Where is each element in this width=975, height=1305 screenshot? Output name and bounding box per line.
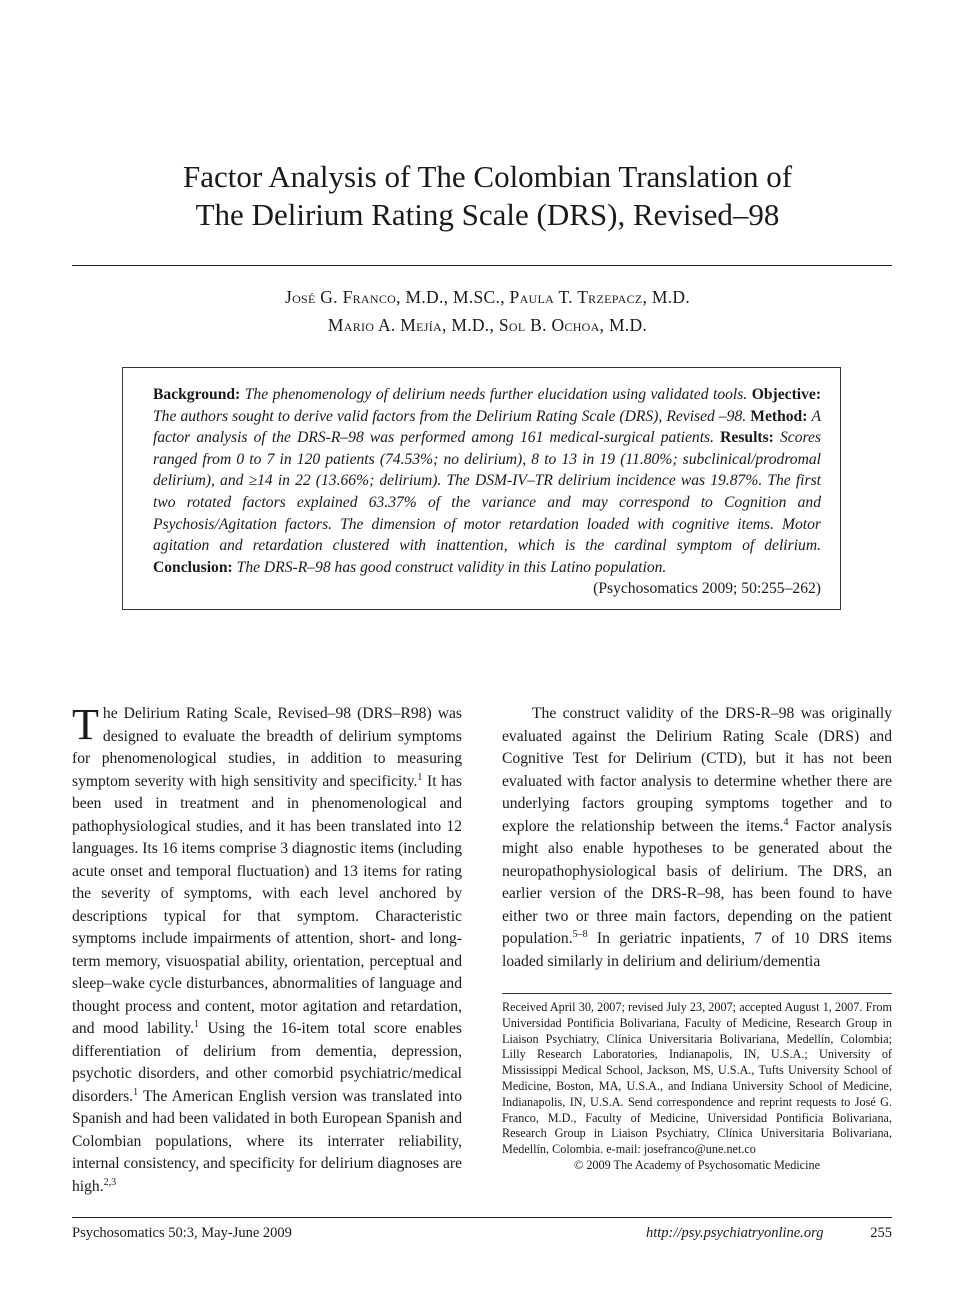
authors-line-1: José G. Franco, M.D., M.SC., Paula T. Trzepacz, M.D. bbox=[284, 287, 691, 307]
background-text: The phenomenology of delirium needs further elucidation using validated tools. bbox=[244, 386, 748, 403]
body-column-right bbox=[502, 703, 892, 973]
intro-text-2: It has been used in treatment and in phenomenological and pathophysiological studies, and it has been translated into 12 languages. Its 16 items comprise 3 diagnostic items (including acute onset and temporal fluctuation) and 13 items for rating the severity of symptoms, with each level anchored by descriptions typical for that symptom. Characteristic symptoms include impairments of attention, short- and long-term memory, visuospatial ability, orientation, perceptual and sleep–wake cycle disturbances, abnormalities of language and thought process and content, motor agitation and retardation, and mood lability. bbox=[72, 772, 462, 1037]
results-label: Results: bbox=[720, 429, 774, 447]
abstract-box bbox=[122, 367, 841, 610]
results-text: Scores ranged from 0 to 7 in 120 patients (74.53%; no delirium), 8 to 13 in 19 (11.80%; subclinical/prodromal delirium), and ≥14 in 22 (13.66%; delirium). The DSM-IV–TR delirium incidence was 19.87%. The first two rotated factors explained 63.37% of the variance and may correspond to Cognition and Psychosis/Agitation factors. The dimension of motor retardation loaded with cognitive items. Motor agitation and retardation clustered with inattention, which is the cardinal symptom of delirium. bbox=[153, 429, 821, 555]
article-title bbox=[60, 158, 915, 234]
title-line-2: The Delirium Rating Scale (DRS), Revised–98 bbox=[195, 197, 780, 232]
footnote-rule bbox=[502, 993, 892, 994]
background-label: Background: bbox=[153, 386, 241, 403]
reference-marker: 5–8 bbox=[572, 928, 588, 940]
journal-url-link[interactable]: http://psy.psychiatryonline.org bbox=[646, 1225, 824, 1241]
method-text: A factor analysis of the DRS-R–98 was performed among 161 medical-surgical patients. bbox=[153, 407, 821, 447]
construct-text-3: In geriatric inpatients, 7 of 10 DRS items loaded similarly in delirium and delirium/dementia bbox=[502, 930, 892, 970]
intro-text-1: he Delirium Rating Scale, Revised–98 (DRS–R98) was designed to evaluate the breadth of delirium symptoms for phenomenological studies, in addition to measuring symptom severity with high sensitivity and specificity. bbox=[72, 705, 462, 790]
objective-label: Objective: bbox=[751, 386, 822, 403]
conclusion-text: The DRS-R–98 has good construct validity in this Latino population. bbox=[236, 558, 667, 576]
construct-paragraph bbox=[502, 703, 892, 973]
title-line-1: Factor Analysis of The Colombian Translation of bbox=[182, 159, 793, 194]
construct-text-2: Factor analysis might also enable hypotheses to be generated about the neuropathophysiological basis of delirium. The DRS, an earlier version of the DRS-R–98, has been found to have either two or three main factors, depending on the patient population. bbox=[502, 817, 892, 947]
title-rule bbox=[72, 265, 892, 266]
construct-text-1: The construct validity of the DRS-R–98 was originally evaluated against the Delirium Rating Scale (DRS) and Cognitive Test for Delirium (CTD), but it has not been evaluated with factor analysis to determine whether there are underlying factors grouping symptoms together and to explore the relationship between the items. bbox=[502, 705, 892, 835]
drop-cap: T bbox=[72, 700, 99, 749]
intro-paragraph bbox=[72, 700, 462, 1198]
reference-marker: 1 bbox=[417, 771, 423, 783]
conclusion-label: Conclusion: bbox=[153, 558, 233, 576]
method-label: Method: bbox=[750, 407, 808, 425]
reference-marker: 2,3 bbox=[103, 1176, 117, 1188]
footnote-received: Received April 30, 2007; revised July 23, 2007; accepted August 1, 2007. From Universidad Pontificia Bolivariana, Faculty of Medicine, Research Group in Liaison Psychiatry, Clínica Universitaria Bolivariana, Medellín, Colombia; Lilly Research Laboratories, Indianapolis, IN, U.S.A.; University of Mississippi Medical School, Jackson, MS, U.S.A., Tufts University School of Medicine, Boston, MA, U.S.A., and Indiana University School of Medicine, Indianapolis, IN, U.S.A. Send correspondence and reprint requests to José G. Franco, M.D., Faculty of Medicine, Universidad Pontificia Bolivariana, Research Group in Liaison Psychiatry, Clínica Universitaria Bolivariana, Medellín, Colombia. e-mail: josefranco@une.net.co bbox=[502, 1000, 892, 1157]
authors-line-2: Mario A. Mejía, M.D., Sol B. Ochoa, M.D. bbox=[327, 315, 648, 335]
author-list bbox=[60, 283, 915, 339]
reference-marker: 1 bbox=[133, 1086, 139, 1098]
intro-text-4: The American English version was translated into Spanish and had been validated in both European Spanish and Colombian populations, where its interrater reliability, internal consistency, and specificity for delirium diagnoses are high. bbox=[72, 1087, 462, 1195]
copyright-line: © 2009 The Academy of Psychosomatic Medicine bbox=[574, 1157, 820, 1172]
reference-marker: 1 bbox=[194, 1018, 200, 1030]
abstract-citation: (Psychosomatics 2009; 50:255–262) bbox=[593, 580, 821, 598]
footer-rule bbox=[72, 1217, 892, 1218]
reference-marker: 4 bbox=[783, 816, 789, 828]
journal-info: Psychosomatics 50:3, May-June 2009 bbox=[72, 1225, 292, 1241]
footnote bbox=[502, 1000, 892, 1174]
body-column-left bbox=[72, 700, 462, 1198]
page-number: 255 bbox=[870, 1225, 892, 1241]
intro-text-3: Using the 16-item total score enables differentiation of delirium from dementia, depression, psychotic disorders, and other comorbid psychiatric/medical disorders. bbox=[72, 1020, 462, 1105]
objective-text: The authors sought to derive valid factors from the Delirium Rating Scale (DRS), Revised –98. bbox=[153, 407, 747, 425]
